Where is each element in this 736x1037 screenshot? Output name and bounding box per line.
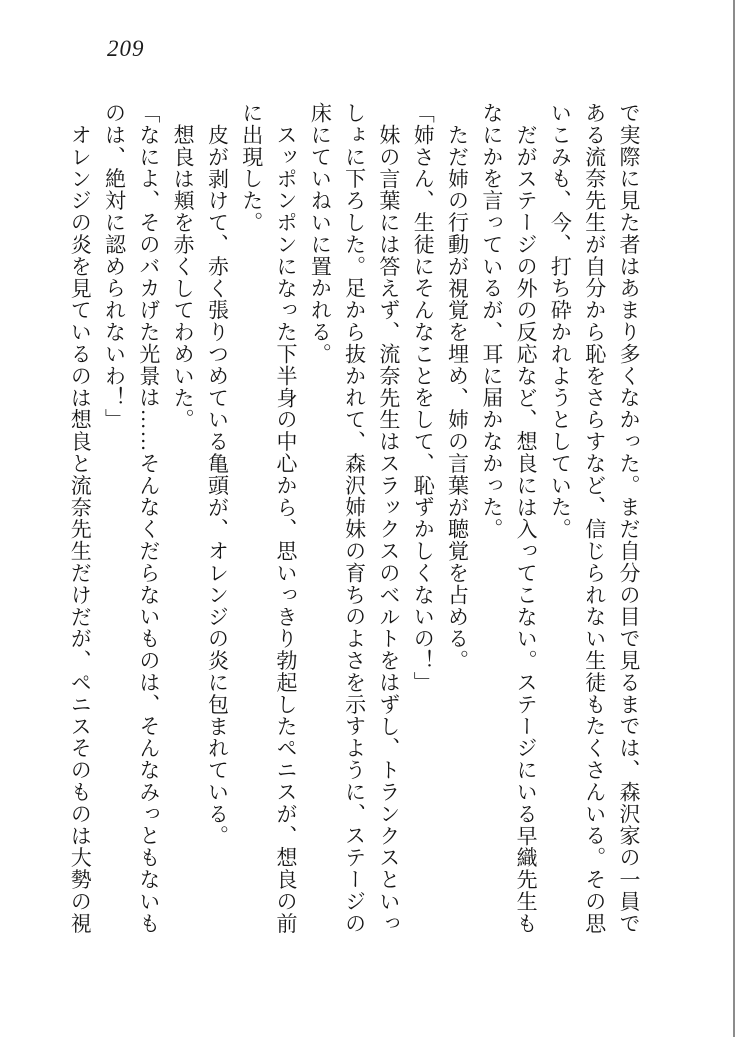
main-text-block	[63, 102, 646, 935]
text-line-3: いこみも、今、打ち砕かれようとしていた。	[548, 102, 573, 540]
scan-edge-line	[733, 0, 735, 1037]
text-line-15: 「なによ、そのバカげた光景は……そんなくだらないものは、そんなみっともないも	[136, 102, 161, 935]
text-line-16: のは、絶対に認められないわ！」	[102, 102, 127, 431]
text-line-6: ただ姉の行動が視覚を埋め、姉の言葉が聴覚を占める。	[445, 124, 470, 672]
text-line-11: スッポンポンになった下半身の中心から、思いっきり勃起したペニスが、想良の前	[274, 124, 299, 935]
text-line-17: オレンジの炎を見ているのは想良と流奈先生だけだが、ペニスそのものは大勢の視	[68, 124, 93, 935]
text-line-12: に出現した。	[239, 102, 264, 234]
text-line-5: なにかを言っているが、耳に届かなかった。	[479, 102, 504, 540]
page-number: 209	[107, 36, 145, 61]
text-line-14: 想良は頬を赤くしてわめいた。	[171, 124, 196, 431]
text-line-13: 皮が剥けて、赤く張りつめている亀頭が、オレンジの炎に包まれている。	[205, 124, 230, 847]
text-line-4: だがステージの外の反応など、想良には入ってこない。ステージにいる早織先生も	[514, 124, 539, 935]
text-line-10: 床にていねいに置かれる。	[308, 102, 333, 365]
text-line-2: ある流奈先生が自分から恥をさらすなど、信じられない生徒もたくさんいる。その思	[582, 102, 607, 935]
text-line-9: しょに下ろした。足から抜かれて、森沢姉妹の育ちのよさを示すように、ステージの	[342, 102, 367, 935]
text-line-1: で実際に見た者はあまり多くなかった。まだ自分の目で見るまでは、森沢家の一員で	[617, 102, 641, 935]
text-line-8: 妹の言葉には答えず、流奈先生はスラックスのベルトをはずし、トランクスといっ	[376, 124, 401, 935]
text-line-7: 「姉さん、生徒にそんなことをして、恥ずかしくないの！」	[411, 102, 436, 694]
